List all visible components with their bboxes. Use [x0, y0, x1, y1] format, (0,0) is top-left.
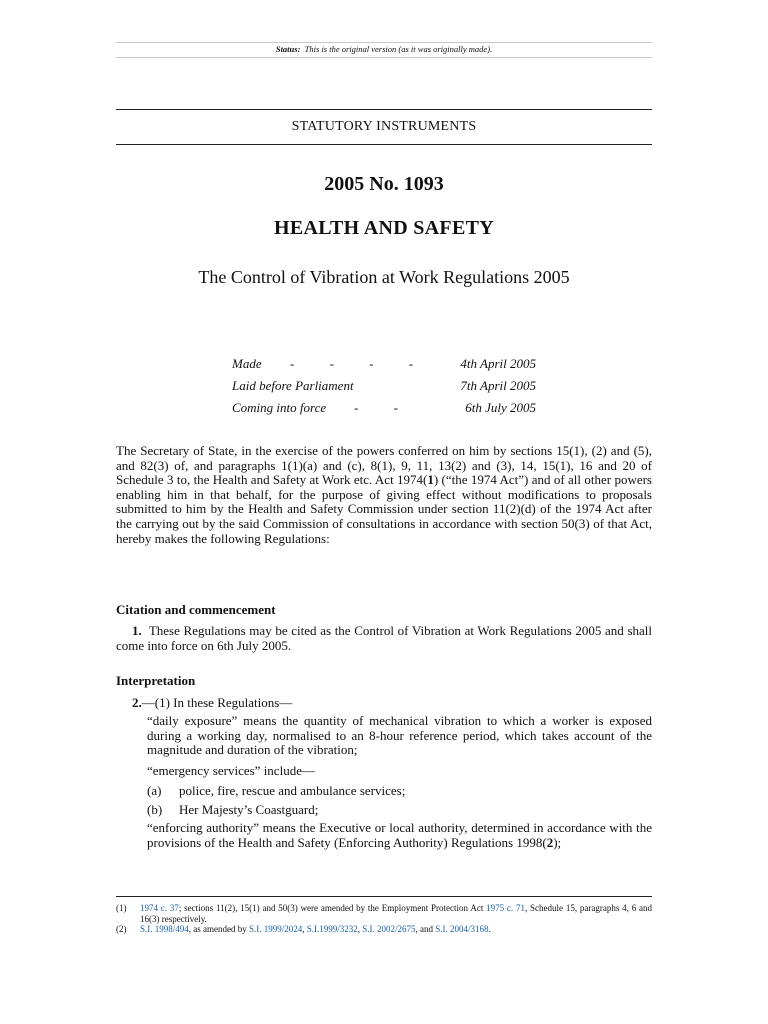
list-item-number: (b)	[147, 802, 163, 817]
list-item	[147, 802, 318, 818]
legislation-link[interactable]: S.I. 1999/2024	[249, 924, 303, 934]
document-page	[116, 0, 652, 1024]
status-text: This is the original version (as it was originally made).	[304, 44, 493, 54]
list-item-text: Her Majesty’s Coastguard;	[179, 802, 319, 817]
dates-table	[232, 354, 536, 420]
definition-enforcing-authority	[147, 821, 652, 850]
date-value: 6th July 2005	[465, 400, 536, 415]
footnote-number: (1)	[116, 903, 127, 913]
definition-text: “enforcing authority” means the Executive or local authority, determined in accordance with the provisions of the Health and Safety (Enforcing Authority) Regulations 1998(	[147, 820, 652, 850]
date-value: 7th April 2005	[460, 378, 536, 393]
date-row-laid	[232, 376, 536, 398]
footnote-text	[140, 924, 652, 935]
list-item-text: police, fire, rescue and ambulance services;	[179, 783, 406, 798]
footnote-text-part: , and	[415, 924, 436, 934]
regulation-number: 2.	[132, 695, 142, 710]
date-label: Coming into force	[232, 400, 327, 415]
legislation-link[interactable]: S.I. 2002/2675	[362, 924, 416, 934]
date-row-coming-into-force	[232, 398, 536, 420]
legislation-link[interactable]: 1974 c. 37	[140, 903, 179, 913]
regulation-text: —(1) In these Regulations—	[141, 695, 293, 710]
legislation-link[interactable]: S.I.1999/3232	[306, 924, 358, 934]
status-label: Status:	[275, 44, 301, 54]
si-number: 2005 No. 1093	[324, 173, 444, 195]
footnote-text-part: ,	[357, 924, 363, 934]
footnote-divider	[116, 896, 652, 897]
regulations-title: The Control of Vibration at Work Regulations 2005	[198, 267, 570, 287]
date-dashes: - -	[354, 400, 414, 415]
definition-daily-exposure: “daily exposure” means the quantity of mechanical vibration to which a worker is exposed during a working day, normalised to an 8-hour reference period, which takes account of the magnitude and duration of the vibration;	[147, 713, 652, 758]
regulation-2-intro	[132, 695, 292, 711]
footnote-text	[140, 903, 652, 924]
footnote-ref[interactable]: 2	[546, 834, 554, 850]
footnote-number: (2)	[116, 924, 127, 934]
legislation-link[interactable]: S.I. 2004/3168	[435, 924, 489, 934]
regulation-text: These Regulations may be cited as the Control of Vibration at Work Regulations 2005 and shall come into force on 6th July 2005.	[116, 623, 653, 653]
footnote-text-part: ,	[302, 924, 307, 934]
regulation-number: 1.	[132, 623, 142, 638]
preamble-paragraph	[116, 444, 652, 546]
footnote-ref[interactable]: 1	[427, 472, 434, 488]
subject-heading: HEALTH AND SAFETY	[274, 217, 494, 239]
date-dashes: - - - -	[290, 356, 430, 371]
list-item-number: (a)	[147, 783, 162, 798]
section-heading-citation: Citation and commencement	[116, 602, 276, 617]
footnote-text-part: ; sections 11(2), 15(1) and 50(3) were amended by the Employment Protection Act	[178, 903, 487, 913]
list-item	[147, 783, 405, 799]
footnote-1	[116, 903, 652, 924]
definition-emergency-services: “emergency services” include—	[147, 763, 315, 778]
legislation-link[interactable]: 1975 c. 71	[486, 903, 525, 913]
section-heading-interpretation: Interpretation	[116, 673, 196, 688]
footnote-text-part: , as amended by	[188, 924, 249, 934]
statutory-instruments-header: STATUTORY INSTRUMENTS	[116, 109, 652, 145]
footnote-2	[116, 924, 652, 935]
date-row-made	[232, 354, 536, 376]
footnote-text-part: .	[488, 924, 491, 934]
legislation-link[interactable]: S.I. 1998/494	[140, 924, 189, 934]
preamble-text: ) (“the 1974 Act”) and of all other powers enabling him in that behalf, for the purpose of giving effect without modifications to proposals submitted to him by the Health and Safety Commission under section 11(2)(d) of the 1974 Act after the carrying out by the said Commission of consultations in accordance with section 50(3) of that Act, hereby makes the following Regulations:	[116, 472, 652, 546]
preamble-text: The Secretary of State, in the exercise of the powers conferred on him by sections 15(1), (2) and (5), and 82(3) of, and paragraphs 1(1)(a) and (c), 8(1), 9, 11, 13(2) and (3), 14, 15(1), 16 and 20 of Schedule 3 to, the Health and Safety at Work etc. Act 1974(	[116, 443, 652, 488]
date-label: Made	[232, 356, 262, 371]
definition-text: );	[553, 834, 562, 850]
date-label: Laid before Parliament	[232, 378, 354, 393]
date-value: 4th April 2005	[460, 356, 536, 371]
footnote-text-part: , Schedule 15, paragraphs 4, 6 and 16(3) respectively.	[140, 903, 653, 924]
status-bar	[116, 42, 652, 58]
regulation-1	[116, 624, 652, 653]
